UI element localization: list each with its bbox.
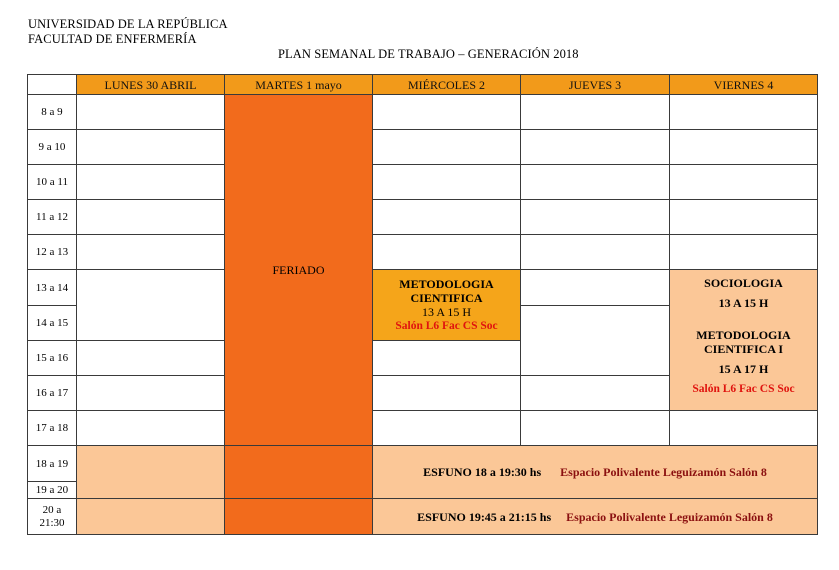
plan-title: PLAN SEMANAL DE TRABAJO – GENERACIÓN 2018 [278, 47, 579, 61]
empty-cell [77, 200, 225, 235]
esfuno-2-place: Espacio Polivalente Leguizamón Salón 8 [566, 509, 773, 524]
esfuno-1-place: Espacio Polivalente Leguizamón Salón 8 [560, 465, 767, 479]
metodologia-i-title-line1: METODOLOGIA [696, 328, 791, 342]
esfuno-block-1 [373, 446, 818, 499]
time-slot: 14 a 15 [28, 306, 77, 341]
day-header-monday: LUNES 30 ABRIL [77, 75, 225, 95]
empty-cell [77, 341, 225, 376]
time-slot: 18 a 19 [28, 446, 77, 482]
time-row [28, 499, 818, 535]
empty-cell [77, 95, 225, 130]
empty-cell [373, 200, 521, 235]
time-slot-line1: 20 a [42, 503, 62, 516]
day-header-friday: VIERNES 4 [670, 75, 818, 95]
monday-late-block [77, 499, 225, 535]
day-header-thursday: JUEVES 3 [521, 75, 670, 95]
time-slot: 11 a 12 [28, 200, 77, 235]
empty-cell [373, 95, 521, 130]
empty-cell [521, 235, 670, 270]
empty-cell [670, 95, 818, 130]
time-row [28, 130, 818, 165]
empty-cell [373, 235, 521, 270]
time-row [28, 200, 818, 235]
time-slot: 13 a 14 [28, 270, 77, 306]
time-slot [28, 499, 77, 535]
feriado-block [225, 95, 373, 446]
time-row [28, 270, 818, 306]
empty-cell [521, 270, 670, 306]
empty-cell [521, 411, 670, 446]
empty-cell [77, 376, 225, 411]
feriado-evening-block [225, 446, 373, 499]
time-slot: 16 a 17 [28, 376, 77, 411]
empty-cell [670, 130, 818, 165]
time-row [28, 165, 818, 200]
empty-cell [521, 130, 670, 165]
sociologia-title: SOCIOLOGIA [704, 276, 783, 290]
faculty-name: FACULTAD DE ENFERMERÍA [28, 32, 197, 46]
time-slot: 9 a 10 [28, 130, 77, 165]
empty-cell [670, 411, 818, 446]
empty-cell [521, 165, 670, 200]
empty-cell [373, 376, 521, 411]
metodologia-i-title-line2: CIENTIFICA I [703, 342, 784, 356]
corner-cell [28, 75, 77, 95]
feriado-late-block [225, 499, 373, 535]
empty-cell [373, 341, 521, 376]
metodologia-room: Salón L6 Fac CS Soc [395, 320, 498, 332]
esfuno-1-label: ESFUNO 18 a 19:30 hs [423, 465, 542, 479]
empty-cell [521, 200, 670, 235]
time-row [28, 95, 818, 130]
time-slot: 19 a 20 [28, 482, 77, 499]
time-slot: 17 a 18 [28, 411, 77, 446]
time-row [28, 411, 818, 446]
monday-evening-block [77, 446, 225, 499]
time-slot: 8 a 9 [28, 95, 77, 130]
time-slot-line2: 21:30 [39, 516, 65, 529]
metodologia-cientifica-block [373, 270, 521, 341]
header-row [28, 75, 818, 95]
empty-cell [670, 200, 818, 235]
empty-cell [670, 235, 818, 270]
empty-cell [77, 165, 225, 200]
time-slot: 15 a 16 [28, 341, 77, 376]
time-row [28, 235, 818, 270]
empty-cell [373, 130, 521, 165]
empty-cell [521, 306, 670, 376]
time-slot: 12 a 13 [28, 235, 77, 270]
empty-cell [670, 165, 818, 200]
metodologia-i-time: 15 A 17 H [718, 362, 769, 376]
empty-cell [77, 130, 225, 165]
day-header-tuesday: MARTES 1 mayo [225, 75, 373, 95]
time-row [28, 446, 818, 482]
esfuno-block-2 [373, 499, 818, 535]
empty-cell [373, 411, 521, 446]
empty-cell [77, 270, 225, 341]
sociologia-time: 13 A 15 H [718, 296, 769, 310]
friday-classes-block [670, 270, 818, 411]
empty-cell [77, 411, 225, 446]
feriado-label: FERIADO [272, 263, 325, 277]
empty-cell [77, 235, 225, 270]
empty-cell [521, 95, 670, 130]
empty-cell [373, 165, 521, 200]
metodologia-title-line2: CIENTIFICA [410, 291, 483, 305]
friday-room: Salón L6 Fac CS Soc [692, 383, 795, 395]
esfuno-2-label: ESFUNO 19:45 a 21:15 hs [417, 509, 552, 524]
metodologia-time: 13 A 15 H [421, 305, 471, 319]
time-slot: 10 a 11 [28, 165, 77, 200]
day-header-wednesday: MIÉRCOLES 2 [373, 75, 521, 95]
weekly-schedule-table [27, 74, 818, 535]
metodologia-title-line1: METODOLOGIA [399, 277, 494, 291]
empty-cell [521, 376, 670, 411]
university-name: UNIVERSIDAD DE LA REPÚBLICA [28, 17, 228, 31]
